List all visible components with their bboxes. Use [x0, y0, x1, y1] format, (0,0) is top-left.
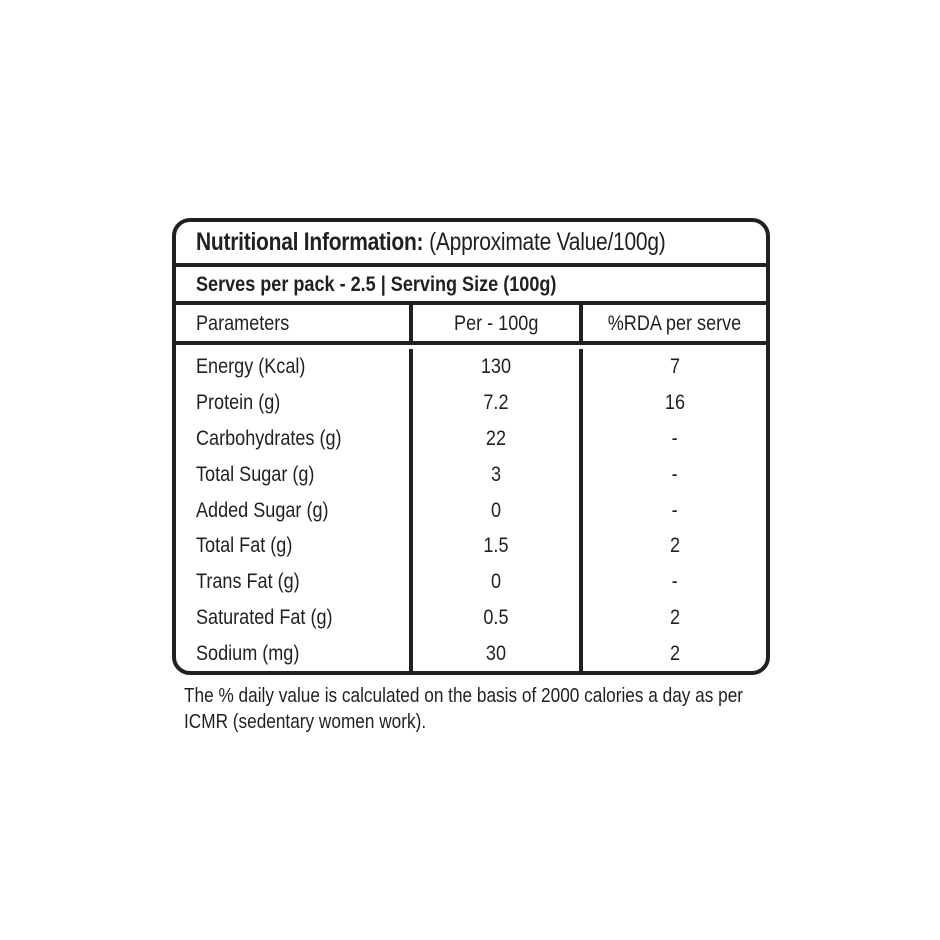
col-header-rda-per-serve: %RDA per serve	[579, 305, 766, 341]
param-cell: Added Sugar (g)	[196, 497, 329, 522]
rda-cell: 2	[579, 635, 766, 671]
per100g-cell: 3	[409, 456, 579, 492]
table-row-sodium	[176, 635, 766, 671]
param-cell: Total Sugar (g)	[196, 461, 315, 486]
rda-cell: -	[579, 492, 766, 528]
col-header-parameters: Parameters	[196, 310, 290, 335]
rda-cell: 2	[579, 528, 766, 564]
panel-title	[196, 228, 666, 257]
table-row-saturated-fat	[176, 599, 766, 635]
rda-cell: -	[579, 421, 766, 457]
table-row-carbohydrates	[176, 421, 766, 457]
per100g-cell: 7.2	[409, 385, 579, 421]
rda-cell: 7	[579, 349, 766, 385]
rda-cell: 2	[579, 599, 766, 635]
col-header-per-100g: Per - 100g	[409, 305, 579, 341]
serving-info-row	[176, 267, 766, 305]
per100g-cell: 22	[409, 421, 579, 457]
per100g-cell: 0	[409, 564, 579, 600]
per100g-cell: 130	[409, 349, 579, 385]
per100g-cell: 0	[409, 492, 579, 528]
param-cell: Trans Fat (g)	[196, 569, 300, 594]
table-row-energy	[176, 349, 766, 385]
param-cell: Saturated Fat (g)	[196, 604, 333, 629]
param-cell: Carbohydrates (g)	[196, 425, 342, 450]
table-row-total-sugar	[176, 456, 766, 492]
param-cell: Protein (g)	[196, 390, 281, 415]
param-cell: Energy (Kcal)	[196, 354, 306, 379]
param-cell: Sodium (mg)	[196, 640, 300, 665]
footnote-line-2: ICMR (sedentary women work).	[184, 710, 427, 733]
per100g-cell: 30	[409, 635, 579, 671]
panel-title-label: Nutritional Information:	[196, 228, 424, 256]
footnote-line-1: The % daily value is calculated on the basis of 2000 calories a day as per	[184, 684, 744, 707]
rda-cell: -	[579, 564, 766, 600]
panel-title-note: (Approximate Value/100g)	[429, 228, 666, 256]
daily-value-footnote	[184, 683, 850, 735]
column-header-row	[176, 305, 766, 345]
nutrition-facts-panel	[172, 218, 770, 675]
rda-cell: 16	[579, 385, 766, 421]
table-row-trans-fat	[176, 564, 766, 600]
per100g-cell: 0.5	[409, 599, 579, 635]
per100g-cell: 1.5	[409, 528, 579, 564]
nutrient-table-body	[176, 345, 766, 671]
table-row-total-fat	[176, 528, 766, 564]
panel-title-row	[176, 222, 766, 267]
param-cell: Total Fat (g)	[196, 533, 293, 558]
table-row-protein	[176, 385, 766, 421]
rda-cell: -	[579, 456, 766, 492]
serving-info-text: Serves per pack - 2.5 | Serving Size (100g)	[196, 271, 557, 296]
table-row-added-sugar	[176, 492, 766, 528]
